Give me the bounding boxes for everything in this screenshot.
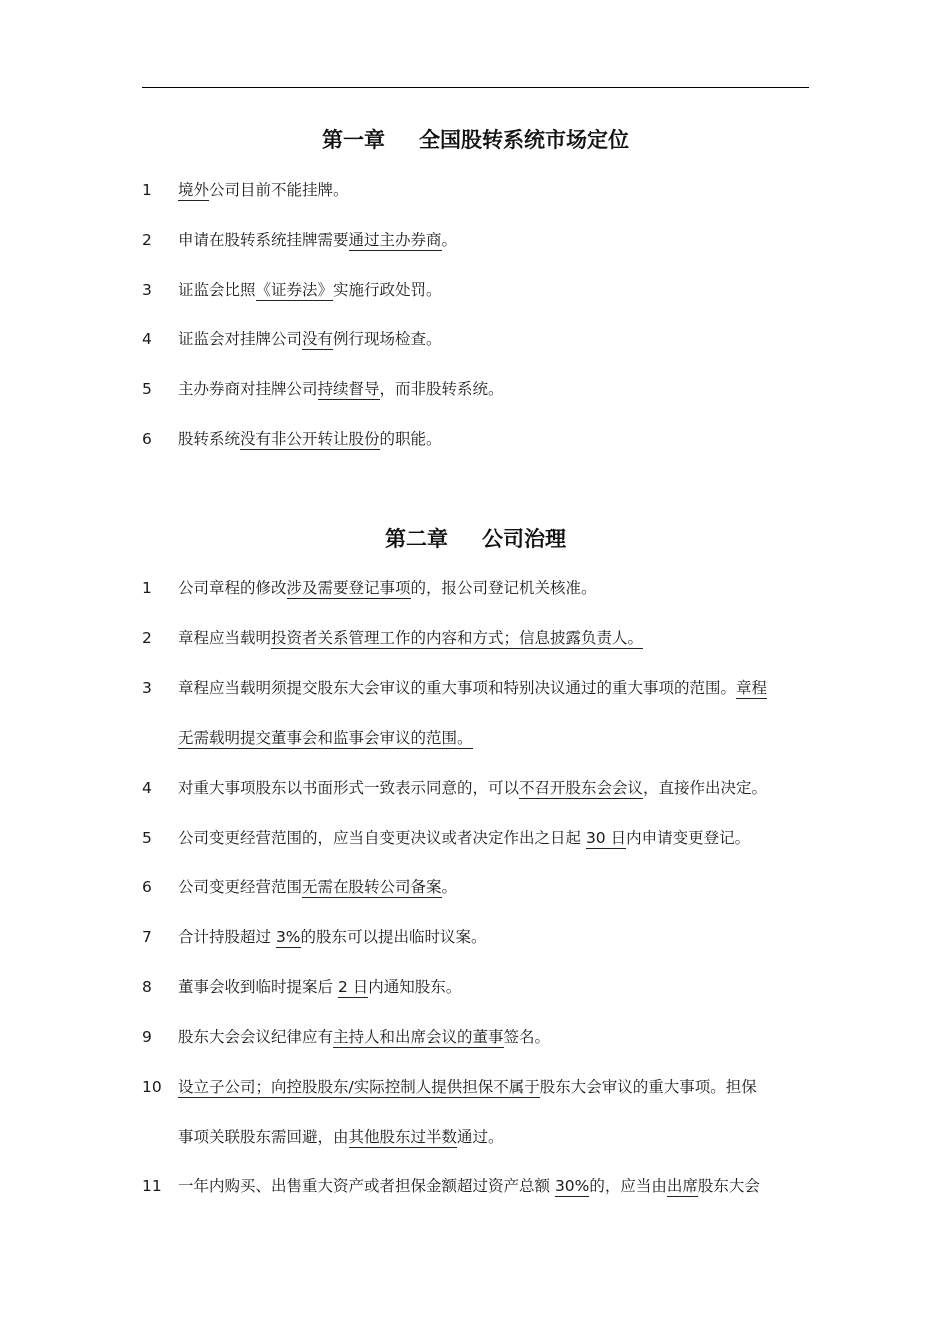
item-text: 董事会收到临时提案后 2 日内通知股东。 [178,978,462,996]
item-number: 5 [142,380,152,398]
item-number: 2 [142,629,152,647]
chapter-2-number: 第二章 [385,527,448,551]
item-number: 1 [142,579,152,597]
header-rule [142,87,809,88]
item-text: 合计持股超过 3%的股东可以提出临时议案。 [178,928,487,946]
item-number: 10 [142,1078,162,1096]
chapter-1-number: 第一章 [322,128,385,152]
item-text-continued: 事项关联股东需回避，由其他股东过半数通过。 [178,1128,504,1146]
item-text: 公司变更经营范围的，应当自变更决议或者决定作出之日起 30 日内申请变更登记。 [178,829,751,847]
item-number: 3 [142,679,152,697]
item-number: 8 [142,978,152,996]
item-text: 境外公司目前不能挂牌。 [178,181,349,199]
item-text: 主办券商对挂牌公司持续督导，而非股转系统。 [178,380,504,398]
item-number: 9 [142,1028,152,1046]
item-text: 对重大事项股东以书面形式一致表示同意的，可以不召开股东会会议，直接作出决定。 [178,779,768,797]
item-number: 6 [142,430,152,448]
item-text: 股转系统没有非公开转让股份的职能。 [178,430,442,448]
item-text: 证监会对挂牌公司没有例行现场检查。 [178,330,442,348]
item-text-continued: 无需载明提交董事会和监事会审议的范围。 [178,729,473,747]
item-number: 6 [142,878,152,896]
item-number: 7 [142,928,152,946]
item-number: 4 [142,779,152,797]
item-text: 公司章程的修改涉及需要登记事项的，报公司登记机关核准。 [178,579,597,597]
item-text: 证监会比照《证券法》实施行政处罚。 [178,281,442,299]
item-text: 股东大会会议纪律应有主持人和出席会议的董事签名。 [178,1028,551,1046]
item-text: 章程应当载明投资者关系管理工作的内容和方式；信息披露负责人。 [178,629,644,647]
item-text: 章程应当载明须提交股东大会审议的重大事项和特别决议通过的重大事项的范围。章程 [178,679,768,697]
chapter-2-title [142,525,809,553]
item-text: 公司变更经营范围无需在股转公司备案。 [178,878,458,896]
chapter-1-title [142,126,809,154]
item-number: 4 [142,330,152,348]
item-text: 一年内购买、出售重大资产或者担保金额超过资产总额 30%的，应当由出席股东大会 [178,1177,760,1195]
item-number: 5 [142,829,152,847]
item-number: 2 [142,231,152,249]
item-number: 1 [142,181,152,199]
item-number: 11 [142,1177,162,1195]
item-text: 申请在股转系统挂牌需要通过主办券商。 [178,231,458,249]
item-number: 3 [142,281,152,299]
item-text: 设立子公司；向控股股东/实际控制人提供担保不属于股东大会审议的重大事项。担保 [178,1078,757,1096]
chapter-2-heading: 公司治理 [482,527,566,551]
chapter-1-heading: 全国股转系统市场定位 [419,128,629,152]
